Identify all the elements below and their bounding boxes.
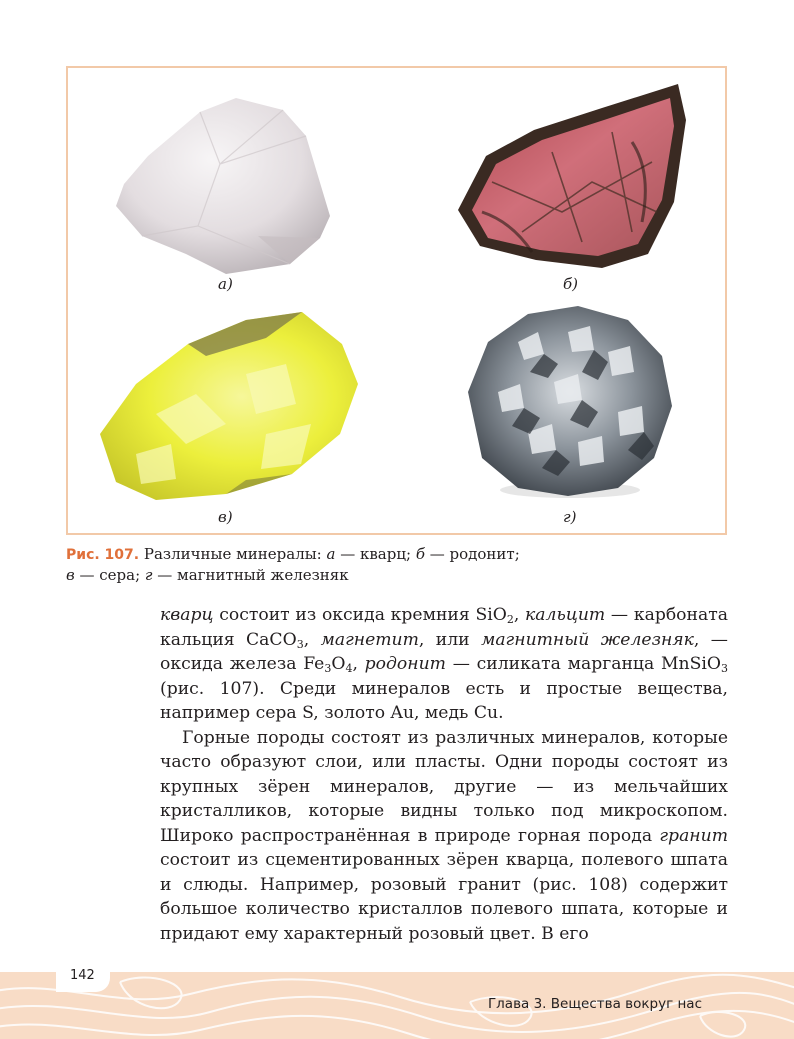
figure-label-g: г)	[563, 508, 577, 526]
text-span: O	[331, 654, 346, 674]
text-span: ,	[352, 654, 365, 674]
term-quartz: кварц	[160, 605, 214, 625]
sulfur-mineral-image	[96, 304, 366, 504]
caption-text-a: — кварц;	[335, 545, 416, 563]
caption-letter-g: г	[144, 566, 153, 584]
figure-label-a: а)	[218, 275, 233, 293]
text-span: — карбоната кальция CaCO	[160, 605, 728, 650]
text-span: — силиката марганца MnSiO	[445, 654, 721, 674]
term-calcite: кальцит	[525, 605, 606, 625]
caption-letter-a: а	[326, 545, 336, 563]
subscript: 2	[506, 613, 514, 626]
caption-text-b: — родонит;	[424, 545, 520, 563]
page-number: 142	[70, 968, 95, 983]
term-magnetic-ironstone: магнитный железняк	[481, 629, 694, 650]
figure-label-v: в)	[218, 508, 233, 526]
term-magnetite: магнетит	[320, 629, 419, 650]
figure-caption	[66, 544, 746, 585]
figure-107-frame	[66, 66, 727, 535]
figure-label-b: б)	[563, 275, 579, 293]
caption-text-v: — сера;	[74, 566, 145, 584]
text-span: (рис. 107). Среди минералов есть и простые вещества, например сера S, золото Au, медь Cu.	[160, 678, 728, 723]
quartz-mineral-image	[108, 86, 348, 276]
text-span: , или	[418, 629, 482, 650]
subscript: 3	[324, 662, 332, 675]
subscript: 3	[721, 662, 728, 675]
caption-text: Различные минералы:	[139, 545, 327, 563]
subscript: 3	[296, 637, 304, 651]
paragraph-rocks	[160, 726, 728, 947]
rhodonite-mineral-image	[452, 82, 692, 272]
paragraph-minerals	[160, 603, 728, 726]
chapter-title: Глава 3. Вещества вокруг нас	[487, 996, 702, 1012]
caption-text-g: — магнитный железняк	[152, 566, 349, 584]
text-span: ,	[303, 629, 321, 650]
text-span: ,	[513, 605, 526, 625]
figure-number: Рис. 107.	[66, 547, 140, 563]
text-span: Горные породы состоят из различных минералов, которые часто образуют слои, или пласты. Одни породы состоят из крупных зёрен минералов, другие — из мельчайших кристалликов, которые видны только под микроскопом. Широко распространённая в природе горная порода	[160, 727, 728, 846]
text-span: состоит из сцементированных зёрен кварца, полевого шпата и слюды. Например, розовый гранит (рис. 108) содержит большое количество кристаллов полевого шпата, которые и придают ему характерный розовый цвет. В его	[160, 850, 728, 944]
text-span: состоит из оксида кремния SiO	[213, 605, 507, 625]
text-span: , — оксида железа Fe	[160, 629, 728, 674]
subscript: 4	[345, 662, 353, 675]
term-rhodonite: родонит	[364, 654, 446, 674]
caption-letter-b: б	[415, 545, 425, 563]
caption-letter-v: в	[66, 566, 75, 584]
term-granite: гранит	[659, 825, 728, 846]
magnetite-mineral-image	[458, 302, 678, 502]
body-text	[160, 603, 728, 946]
